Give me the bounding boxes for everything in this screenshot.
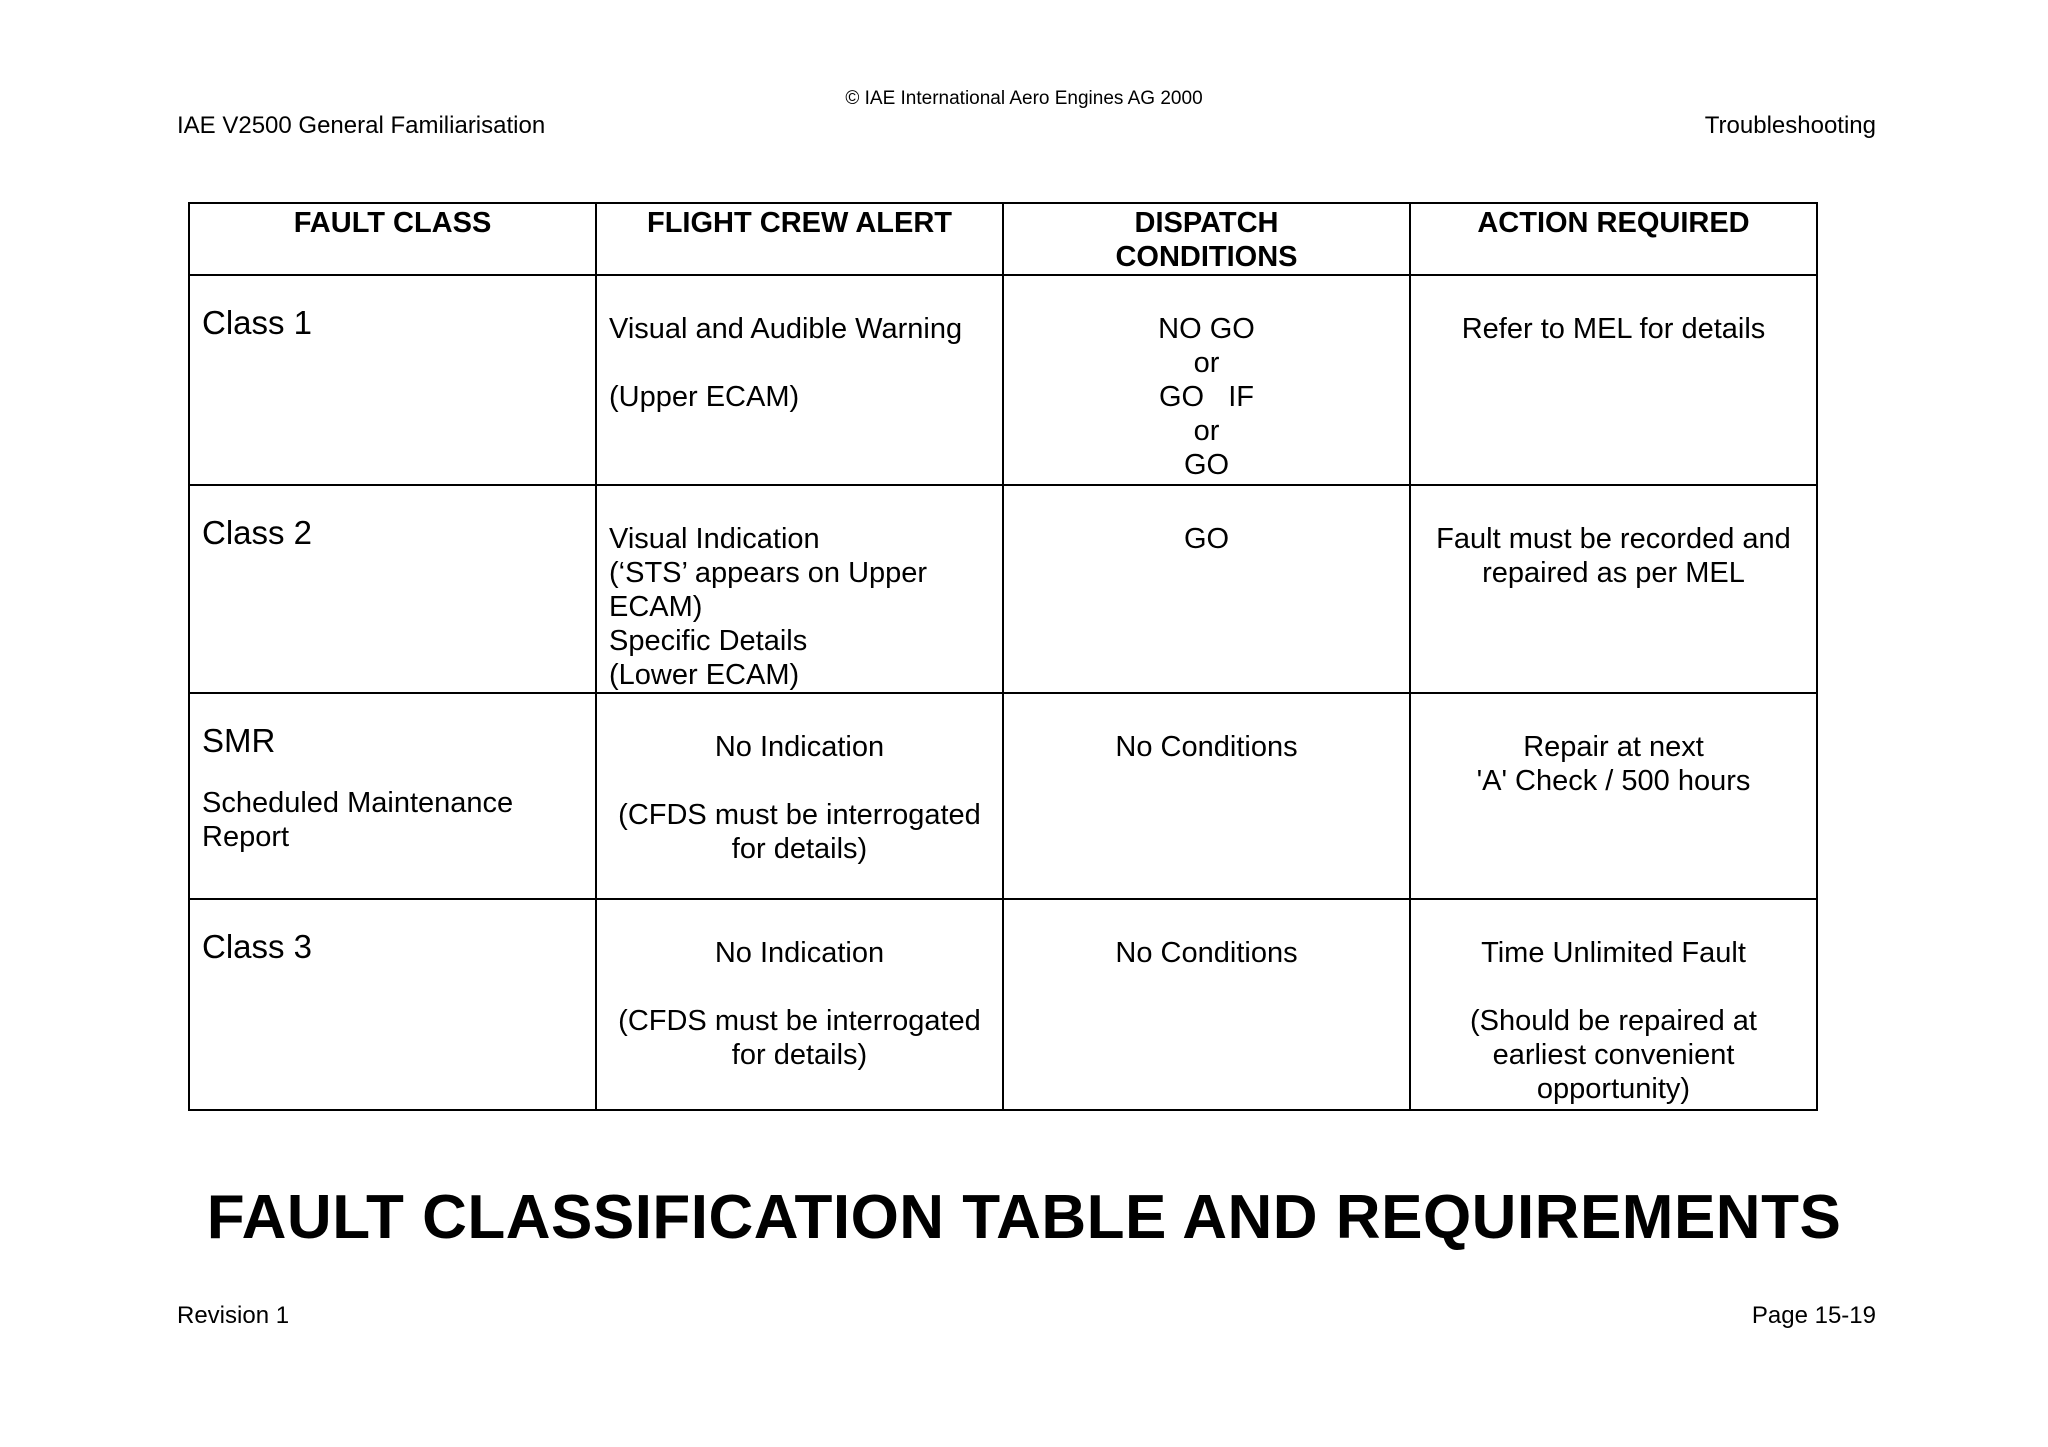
alert-line: (‘STS’ appears on Upper	[609, 557, 928, 589]
page-number-footer: Page 15-19	[1751, 1302, 1876, 1329]
action-required-cell	[1410, 275, 1817, 485]
alert-line: Visual and Audible Warning	[609, 313, 963, 345]
flight-crew-alert-cell	[596, 693, 1003, 899]
action-required-cell	[1410, 899, 1817, 1110]
fault-class-cell	[189, 693, 596, 899]
fault-class-description-line: Scheduled Maintenance	[202, 787, 514, 819]
fault-class-cell	[189, 899, 596, 1110]
action-line: Refer to MEL for details	[1461, 313, 1766, 345]
alert-line: (Lower ECAM)	[609, 659, 800, 691]
action-line: Repair at next	[1523, 731, 1704, 763]
revision-footer: Revision 1	[177, 1302, 290, 1329]
alert-line: Visual Indication	[609, 523, 820, 555]
table-row	[189, 275, 1817, 485]
alert-line: ECAM)	[609, 591, 703, 623]
fault-class-cell	[189, 485, 596, 693]
alert-line: (CFDS must be interrogated	[618, 1005, 981, 1037]
copyright-notice: © IAE International Aero Engines AG 2000	[845, 88, 1203, 109]
fault-class-label: Class 2	[202, 514, 313, 551]
alert-line: Specific Details	[609, 625, 808, 657]
document-title-header: IAE V2500 General Familiarisation	[177, 112, 546, 139]
action-line: Fault must be recorded and	[1436, 523, 1791, 555]
alert-line: for details)	[731, 833, 868, 865]
action-required-cell	[1410, 693, 1817, 899]
action-line: (Should be repaired at	[1470, 1005, 1757, 1037]
dispatch-conditions-cell	[1003, 275, 1410, 485]
table-row	[189, 899, 1817, 1110]
flight-crew-alert-cell	[596, 485, 1003, 693]
fault-class-description	[190, 760, 595, 854]
dispatch-line: GO	[1183, 523, 1230, 555]
dispatch-line: No Conditions	[1115, 731, 1298, 763]
column-header-dispatch-conditions: DISPATCH CONDITIONS	[1003, 203, 1410, 275]
fault-classification-table	[188, 202, 1818, 1111]
table-row	[189, 693, 1817, 899]
action-line: earliest convenient	[1492, 1039, 1735, 1071]
dispatch-conditions-cell	[1003, 899, 1410, 1110]
action-line: repaired as per MEL	[1482, 557, 1745, 589]
dispatch-line: NO GO	[1158, 313, 1255, 345]
action-line: Time Unlimited Fault	[1481, 937, 1746, 969]
alert-line: for details)	[731, 1039, 868, 1071]
action-line: opportunity)	[1536, 1073, 1691, 1105]
action-required-cell	[1410, 485, 1817, 693]
action-line: 'A' Check / 500 hours	[1476, 765, 1751, 797]
table-row	[189, 485, 1817, 693]
fault-class-label: SMR	[202, 722, 276, 759]
column-header-action-required: ACTION REQUIRED	[1410, 203, 1817, 275]
dispatch-line: or	[1193, 347, 1220, 379]
dispatch-line: or	[1193, 415, 1220, 447]
dispatch-line: GO IF	[1158, 381, 1255, 413]
alert-line: No Indication	[714, 731, 885, 763]
column-header-fault-class: FAULT CLASS	[189, 203, 596, 275]
page-title: FAULT CLASSIFICATION TABLE AND REQUIREMENTS	[206, 1183, 1842, 1252]
flight-crew-alert-cell	[596, 275, 1003, 485]
dispatch-line: No Conditions	[1115, 937, 1298, 969]
column-header-flight-crew-alert: FLIGHT CREW ALERT	[596, 203, 1003, 275]
alert-line: (Upper ECAM)	[609, 381, 800, 413]
dispatch-line: GO	[1183, 449, 1230, 481]
dispatch-conditions-cell	[1003, 485, 1410, 693]
flight-crew-alert-cell	[596, 899, 1003, 1110]
table-header-row	[189, 203, 1817, 275]
section-name-header: Troubleshooting	[1704, 112, 1876, 139]
fault-class-cell	[189, 275, 596, 485]
dispatch-conditions-cell	[1003, 693, 1410, 899]
fault-class-label: Class 1	[202, 304, 313, 341]
fault-class-description-line: Report	[202, 821, 290, 853]
alert-line: No Indication	[714, 937, 885, 969]
fault-class-label: Class 3	[202, 928, 313, 965]
alert-line: (CFDS must be interrogated	[618, 799, 981, 831]
